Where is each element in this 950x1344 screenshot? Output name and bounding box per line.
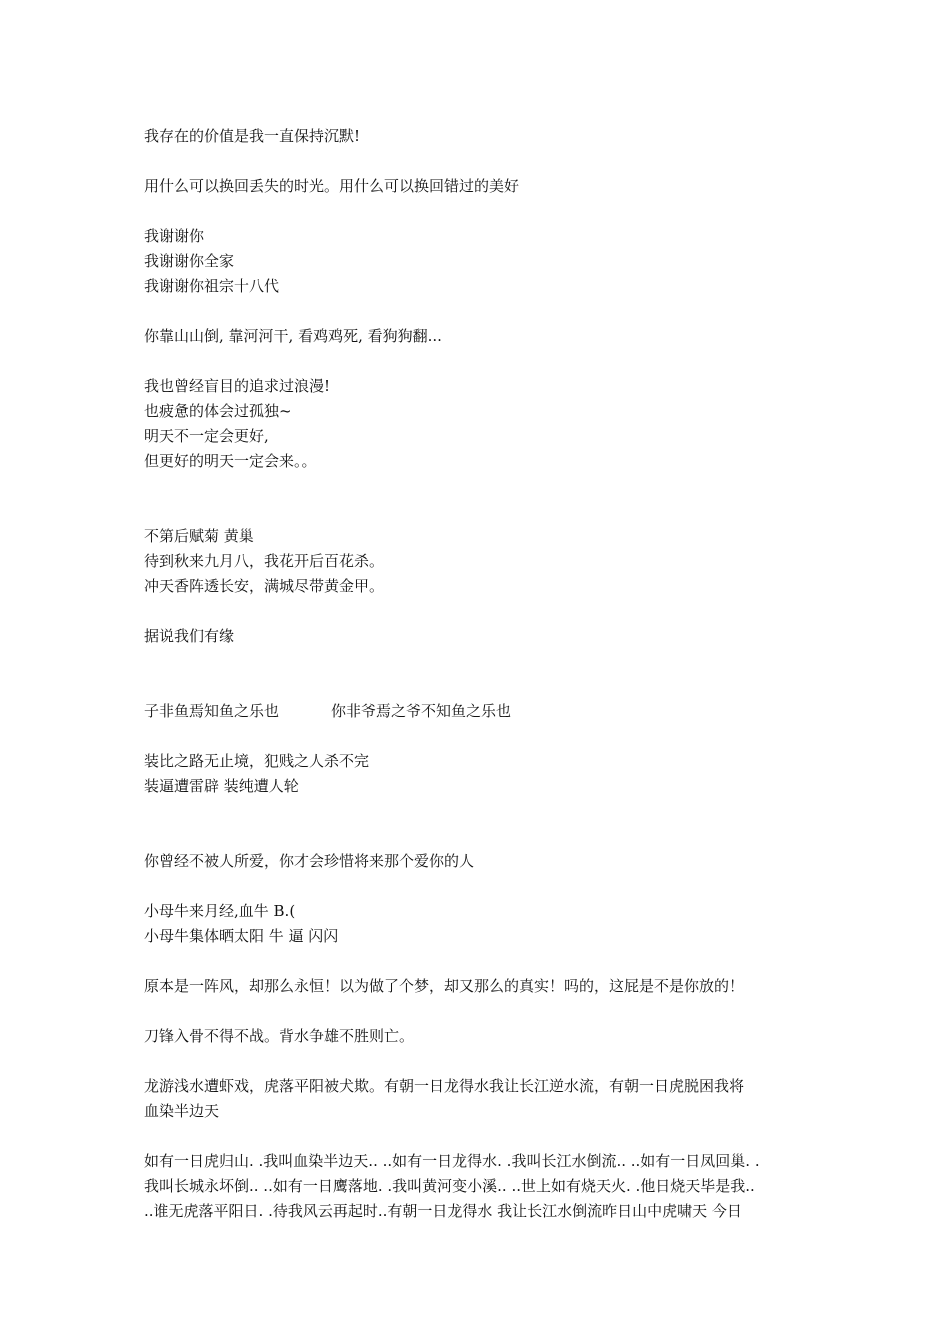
text-line [144, 699, 816, 724]
paragraph-dragon [144, 1074, 816, 1124]
text-segment: 你非爷焉之爷不知鱼之乐也 [331, 702, 512, 720]
paragraph-wind [144, 974, 816, 999]
text-line: 我也曾经盲目的追求过浪漫! [144, 377, 331, 395]
text-line: 我谢谢你 [144, 227, 205, 245]
paragraph-pretend [144, 749, 816, 799]
paragraph-thanks [144, 224, 816, 299]
text-line: 你靠山山倒, 靠河河干, 看鸡鸡死, 看狗狗翻... [144, 327, 442, 345]
paragraph-lost-time [144, 174, 816, 199]
paragraph-blade [144, 1024, 816, 1049]
paragraph-fish [144, 699, 816, 724]
poem-title: 不第后赋菊 黄巢 [144, 527, 254, 545]
paragraph-silence [144, 124, 816, 149]
text-line: 龙游浅水遭虾戏，虎落平阳被犬欺。有朝一日龙得水我让长江逆水流，有朝一日虎脱困我将 [144, 1077, 745, 1095]
text-line: 小母牛来月经,血牛 B.( [144, 902, 296, 920]
text-line: 据说我们有缘 [144, 627, 235, 645]
text-line: 我谢谢你祖宗十八代 [144, 277, 280, 295]
paragraph-romance [144, 374, 816, 474]
text-line: 如有一日虎归山. .我叫血染半边天.. ..如有一日龙得水. .我叫长江水倒流.. ..如有一日凤回巢. . [144, 1152, 760, 1170]
text-segment: 子非鱼焉知鱼之乐也 [144, 702, 280, 720]
text-line: 原本是一阵风，却那么永恒！以为做了个梦，却又那么的真实！吗的，这屁是不是你放的！ [144, 977, 745, 995]
text-line: 小母牛集体晒太阳 牛 逼 闪闪 [144, 927, 339, 945]
text-line: 也疲惫的体会过孤独~ [144, 402, 292, 420]
text-line: 血染半边天 [144, 1102, 220, 1120]
text-line: 刀锋入骨不得不战。背水争雄不胜则亡。 [144, 1027, 415, 1045]
paragraph-tiger [144, 1149, 816, 1224]
paragraph-calf [144, 899, 816, 949]
text-line: 明天不一定会更好, [144, 427, 269, 445]
text-line: 待到秋来九月八，我花开后百花杀。 [144, 552, 385, 570]
document-body [144, 124, 816, 1249]
text-line: 用什么可以换回丢失的时光。用什么可以换回错过的美好 [144, 177, 520, 195]
text-line: 冲天香阵透长安，满城尽带黄金甲。 [144, 577, 385, 595]
text-line: ..谁无虎落平阳日. .待我风云再起时..有朝一日龙得水 我让长江水倒流昨日山中虎啸天 今日 [144, 1202, 742, 1220]
paragraph-fate [144, 624, 816, 649]
text-line: 装比之路无止境，犯贱之人杀不完 [144, 752, 370, 770]
text-line: 我存在的价值是我一直保持沉默! [144, 127, 361, 145]
paragraph-love [144, 849, 816, 874]
text-line: 装逼遭雷辟 装纯遭人轮 [144, 777, 299, 795]
text-line: 但更好的明天一定会来。。 [144, 452, 317, 470]
paragraph-poem [144, 524, 816, 599]
text-line: 我叫长城永坏倒.. ..如有一日鹰落地. .我叫黄河变小溪.. ..世上如有烧天火. .他日烧天毕是我.. [144, 1177, 755, 1195]
text-line: 我谢谢你全家 [144, 252, 235, 270]
text-line: 你曾经不被人所爱，你才会珍惜将来那个爱你的人 [144, 852, 475, 870]
paragraph-mountain [144, 324, 816, 349]
